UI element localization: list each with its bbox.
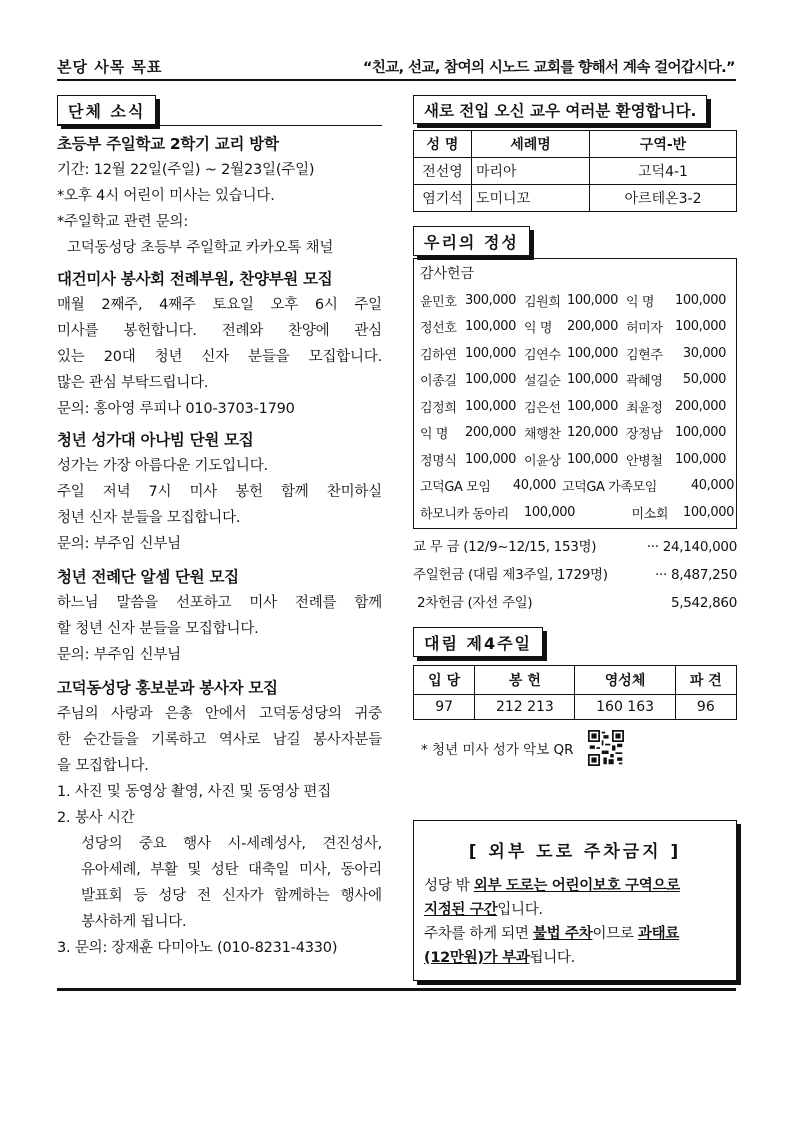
donor-name: 정명식 <box>420 453 457 469</box>
donor-name: 안병철 <box>626 453 663 469</box>
donor-name: 허미자 <box>626 321 663 337</box>
total-row <box>413 589 737 617</box>
text-line: 하느님 말씀을 선포하고 미사 전례를 함께 <box>57 595 382 611</box>
donor-amount: 100,000 <box>683 504 734 520</box>
table-cell: 고덕4-1 <box>590 158 737 185</box>
notice-text: 입니다. <box>497 902 543 918</box>
right-column <box>413 95 737 766</box>
news-column <box>57 95 382 961</box>
col-header: 성 명 <box>414 131 472 158</box>
list-item <box>420 446 734 473</box>
text-line: 주일 저녁 7시 미사 봉헌 함께 찬미하실 <box>57 484 382 500</box>
donor-name: 김현주 <box>626 347 663 363</box>
donor-name: 익 명 <box>524 321 553 337</box>
text-line: 미사를 봉헌합니다. 전례와 찬양에 관심 <box>57 323 382 339</box>
news-section-choir <box>57 428 382 557</box>
notice-paragraph <box>424 922 726 970</box>
donor-name: 김연수 <box>524 347 561 363</box>
list-item <box>420 314 734 341</box>
list-item <box>420 287 734 314</box>
section-heading: 초등부 주일학교 2학기 교리 방학 <box>57 135 279 153</box>
text-line: *오후 4시 어린이 미사는 있습니다. <box>57 188 275 204</box>
list-item <box>420 393 734 420</box>
list-item <box>420 340 734 367</box>
donor-amount: 100,000 <box>567 372 618 388</box>
top-rule <box>57 79 736 81</box>
col-header: 입 당 <box>414 665 475 694</box>
text-line: 한 순간들을 기록하고 역사로 남길 봉사자분들 <box>57 732 382 748</box>
text-line: 많은 관심 부탁드립니다. <box>57 375 209 391</box>
text-line: 문의: 홍아영 루피나 010-3703-1790 <box>57 401 295 417</box>
donor-name: 이윤상 <box>524 453 561 469</box>
total-row <box>413 561 737 589</box>
donor-name: 최윤정 <box>626 400 663 416</box>
offering-title: 우리의 정성 <box>413 226 530 256</box>
text-line: *주일학교 관련 문의: <box>57 214 189 230</box>
total-row <box>413 533 737 561</box>
col-header: 구역-반 <box>590 131 737 158</box>
donor-amount: 100,000 <box>567 345 618 361</box>
donor-amount: 100,000 <box>675 319 726 335</box>
donor-name: 이종길 <box>420 374 457 390</box>
table-cell: 97 <box>414 694 475 719</box>
list-item <box>420 420 734 447</box>
donor-name: 김하연 <box>420 347 457 363</box>
table-cell: 마리아 <box>472 158 590 185</box>
welcome-title-wrap <box>413 95 737 124</box>
text-line: 성당의 중요 행사 시-세례성사, 견진성사, <box>81 836 382 852</box>
list-item <box>420 499 734 526</box>
donor-amount: 100,000 <box>675 451 726 467</box>
notice-emphasis: 과태료 <box>637 926 680 942</box>
col-header: 세례명 <box>472 131 590 158</box>
news-section-sunday-school <box>57 132 382 261</box>
header-left: 본당 사목 목표 <box>57 58 163 76</box>
total-label: 교 무 금 (12/9~12/15, 153명) <box>413 538 597 555</box>
table-cell: 160 163 <box>575 694 675 719</box>
text-line: 문의: 부주임 신부님 <box>57 647 181 663</box>
thanks-offering-rows <box>420 287 734 473</box>
section-heading: 고덕동성당 홍보분과 봉사자 모집 <box>57 679 278 697</box>
text-line: 봉사하게 됩니다. <box>81 914 187 930</box>
thanks-offering-label: 감사헌금 <box>420 266 475 282</box>
text-line: 발표회 등 성당 전 신자가 함께하는 행사에 <box>81 888 382 904</box>
news-section-pr <box>57 676 382 961</box>
table-row <box>414 694 737 719</box>
donor-amount: 50,000 <box>682 372 726 388</box>
donor-amount: 100,000 <box>675 292 726 308</box>
table-cell: 212 213 <box>475 694 575 719</box>
donor-amount: 100,000 <box>465 451 516 467</box>
thanks-offering-box <box>413 258 737 529</box>
donor-amount: 100,000 <box>465 398 516 414</box>
news-section-liturgy <box>57 565 382 668</box>
notice-emphasis: 지정된 구간 <box>424 902 498 918</box>
total-label: 2차헌금 (자선 주일) <box>417 594 533 611</box>
donor-name: 익 명 <box>420 427 449 443</box>
notice-text: 주차를 하게 되면 <box>424 926 533 942</box>
bottom-rule <box>57 988 736 991</box>
text-line: 할 청년 신자 분들을 모집합니다. <box>57 621 259 637</box>
table-row <box>414 158 737 185</box>
welcome-table <box>413 130 737 212</box>
notice-title: [ 외부 도로 주차금지 ] <box>468 842 682 862</box>
donor-name: 김원희 <box>524 294 561 310</box>
offering-totals <box>413 533 737 617</box>
news-title: 단체 소식 <box>57 95 156 125</box>
donor-name: 고덕GA 가족모임 <box>562 480 657 496</box>
qr-code-icon[interactable] <box>588 730 624 766</box>
text-line: 매월 2째주, 4째주 토요일 오후 6시 주일 <box>57 297 382 313</box>
donor-name: 설길순 <box>524 374 561 390</box>
donor-name: 고덕GA 모임 <box>420 480 491 496</box>
donor-name: 채행찬 <box>524 427 561 443</box>
mass-songs-table <box>413 665 737 720</box>
list-item <box>420 367 734 394</box>
section-heading: 대건미사 봉사회 전례부원, 찬양부원 모집 <box>57 270 333 288</box>
table-cell: 96 <box>675 694 736 719</box>
text-line: 기간: 12월 22일(주일) ~ 2월23일(주일) <box>57 162 315 178</box>
donor-name: 익 명 <box>626 294 655 310</box>
table-cell: 염기석 <box>414 185 472 212</box>
notice-paragraph <box>424 874 726 922</box>
table-header-row <box>414 131 737 158</box>
col-header: 영성체 <box>575 665 675 694</box>
donor-amount: 100,000 <box>524 504 575 520</box>
donor-amount: 300,000 <box>465 292 516 308</box>
parking-notice <box>413 820 737 981</box>
donor-amount: 200,000 <box>465 425 516 441</box>
notice-emphasis: (12만원)가 부과 <box>424 950 530 966</box>
donor-amount: 100,000 <box>465 345 516 361</box>
donor-name: 김은선 <box>524 400 561 416</box>
news-title-wrap <box>57 95 382 126</box>
total-value: 5,542,860 <box>670 594 737 611</box>
advent-title: 대림 제4주일 <box>413 627 543 657</box>
text-line: 청년 신자 분들을 모집합니다. <box>57 510 241 526</box>
total-label: 주일헌금 (대림 제3주일, 1729명) <box>413 566 608 583</box>
donor-amount: 100,000 <box>567 292 618 308</box>
text-line: 성가는 가장 아름다운 기도입니다. <box>57 458 268 474</box>
section-heading: 청년 성가대 아나빔 단원 모집 <box>57 431 254 449</box>
notice-text: 됩니다. <box>529 950 575 966</box>
donor-name: 윤민호 <box>420 294 457 310</box>
donor-name: 미소회 <box>631 506 668 522</box>
table-cell: 아르테온3-2 <box>590 185 737 212</box>
text-line: 을 모집합니다. <box>57 758 149 774</box>
offering-title-wrap <box>413 226 737 256</box>
notice-text: 이므로 <box>592 926 638 942</box>
col-header: 파 견 <box>675 665 736 694</box>
list-item <box>420 473 734 500</box>
col-header: 봉 헌 <box>475 665 575 694</box>
text-line: 유아세례, 부활 및 성탄 대축일 미사, 동아리 <box>81 862 382 878</box>
notice-emphasis: 불법 주차 <box>532 926 593 942</box>
donor-amount: 100,000 <box>567 451 618 467</box>
news-section-daegeon <box>57 267 382 422</box>
donor-name: 정선호 <box>420 321 457 337</box>
advent-title-wrap <box>413 627 737 657</box>
table-row <box>414 185 737 212</box>
text-line: 고덕동성당 초등부 주일학교 카카오톡 채널 <box>67 240 334 256</box>
text-line: 문의: 부주임 신부님 <box>57 536 181 552</box>
total-value: ··· 8,487,250 <box>655 566 737 583</box>
donor-amount: 200,000 <box>675 398 726 414</box>
text-line: 1. 사진 및 동영상 촬영, 사진 및 동영상 편집 <box>57 784 332 800</box>
donor-amount: 200,000 <box>567 319 618 335</box>
donor-name: 김정희 <box>420 400 457 416</box>
donor-amount: 100,000 <box>567 398 618 414</box>
donor-amount: 30,000 <box>682 345 726 361</box>
text-line: 있는 20대 청년 신자 분들을 모집합니다. <box>57 349 382 365</box>
total-value: ··· 24,140,000 <box>646 538 737 555</box>
donor-name: 장정남 <box>626 427 663 443</box>
donor-amount: 100,000 <box>465 319 516 335</box>
text-line: 3. 문의: 장재훈 다미아노 (010-8231-4330) <box>57 940 338 956</box>
section-heading: 청년 전례단 알셈 단원 모집 <box>57 568 239 586</box>
donor-amount: 120,000 <box>567 425 618 441</box>
notice-emphasis: 외부 도로는 어린이보호 구역으로 <box>473 878 680 894</box>
donor-amount: 100,000 <box>675 425 726 441</box>
donor-name: 하모니카 동아리 <box>420 506 509 522</box>
qr-note: * 청년 미사 성가 악보 QR <box>421 741 574 758</box>
qr-note-row <box>413 730 737 766</box>
table-cell: 도미니꼬 <box>472 185 590 212</box>
text-line: 주님의 사랑과 은총 안에서 고덕동성당의 귀중 <box>57 706 382 722</box>
donor-amount: 40,000 <box>512 478 556 494</box>
donor-amount: 100,000 <box>465 372 516 388</box>
donor-name: 곽혜영 <box>626 374 663 390</box>
table-header-row <box>414 665 737 694</box>
text-line: 2. 봉사 시간 <box>57 810 135 826</box>
table-cell: 전선영 <box>414 158 472 185</box>
notice-text: 성당 밖 <box>424 878 474 894</box>
header-motto: “친교, 선교, 참여의 시노드 교회를 향해서 계속 걸어갑시다.” <box>362 60 735 76</box>
donor-amount: 40,000 <box>690 478 734 494</box>
welcome-title: 새로 전입 오신 교우 여러분 환영합니다. <box>413 95 707 124</box>
